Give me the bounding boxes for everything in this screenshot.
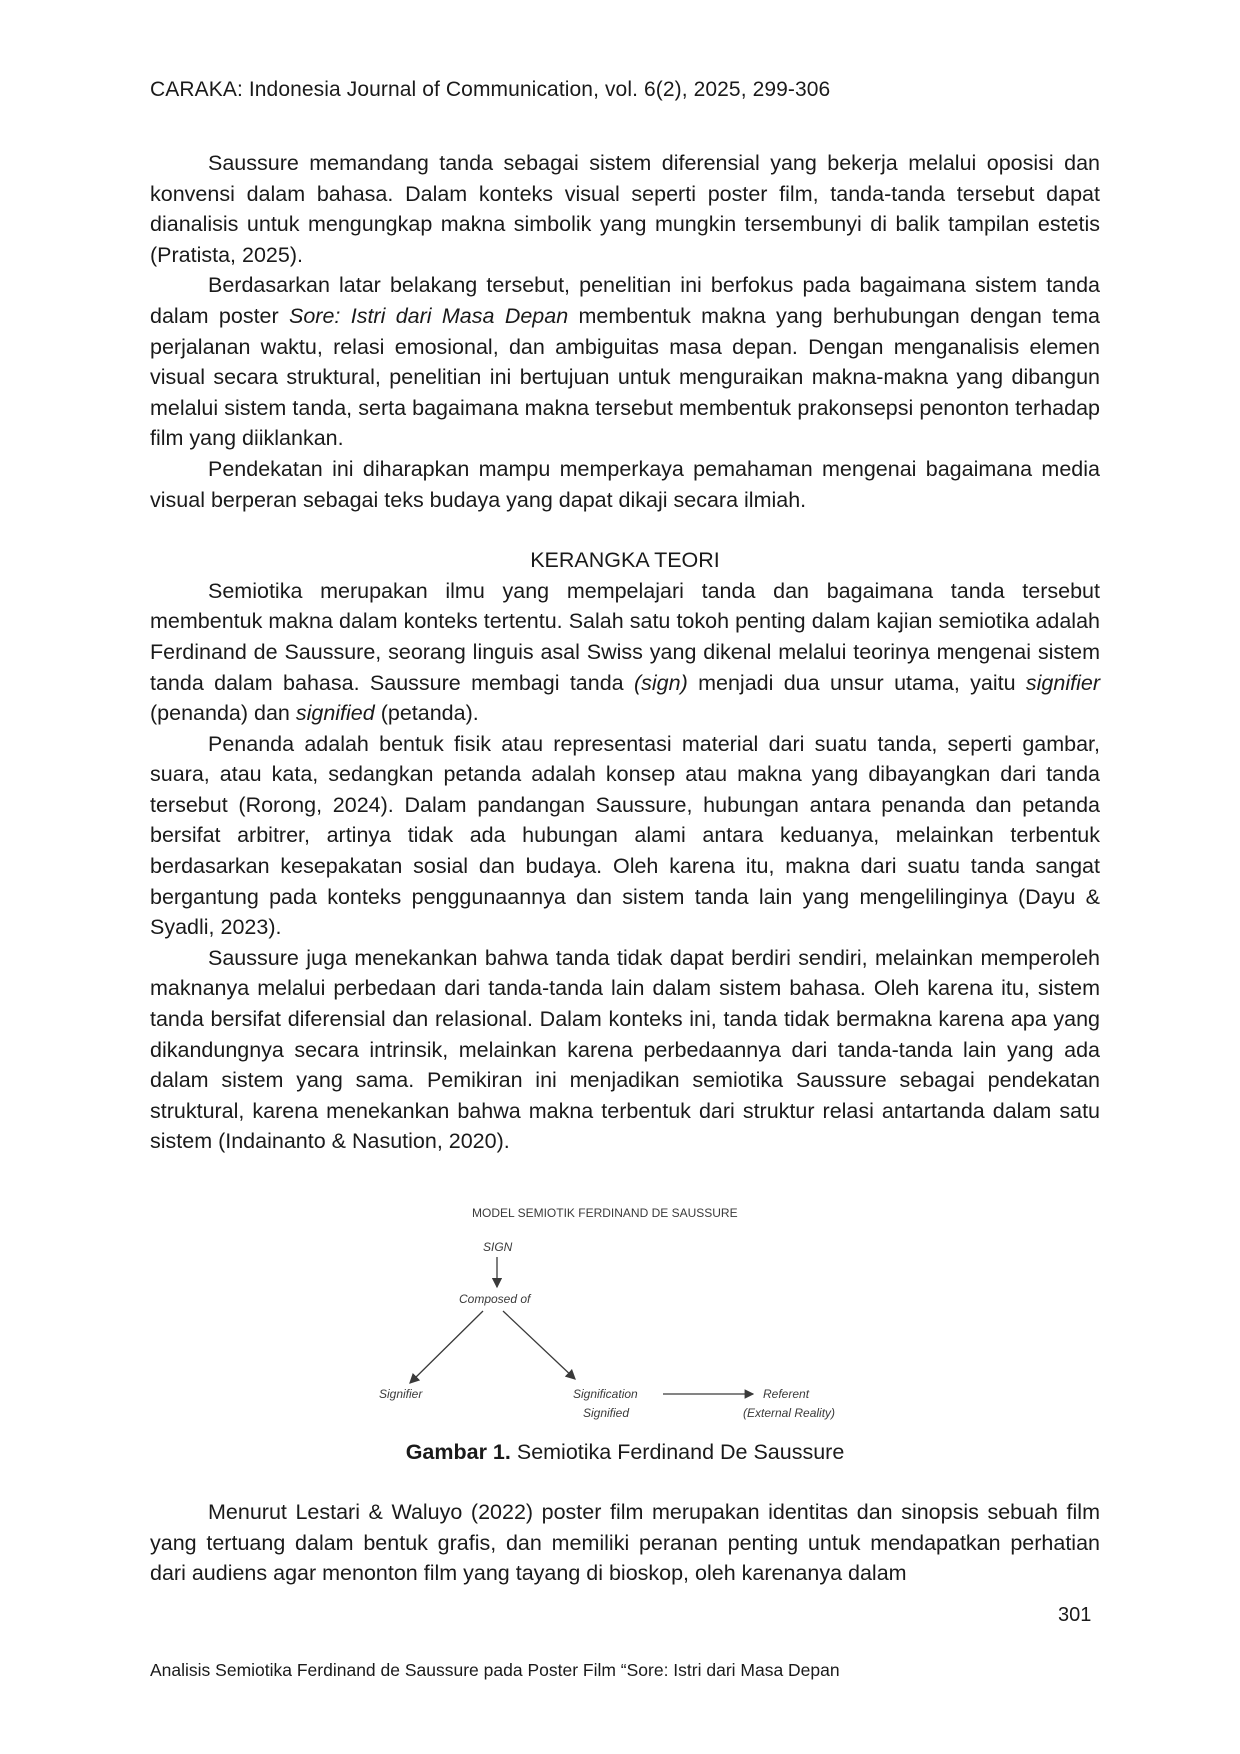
paragraph-4-part-c: (penanda) dan [150,701,296,726]
film-title: Sore: Istri dari Masa Depan [289,303,569,328]
node-signification: Signification [573,1387,638,1401]
paragraph-5: Penanda adalah bentuk fisik atau representasi material dari suatu tanda, seperti gambar, suara, atau kata, sedangkan petanda adalah konsep atau makna yang dibayangkan dari tanda tersebut (Rorong, 2024). Dalam pandangan Saussure, hubungan antara penanda dan petanda bersifat arbitrer, artinya tidak ada hubungan alami antara keduanya, melainkan terbentuk berdasarkan kesepakatan sosial dan budaya. Oleh karena itu, makna dari suatu tanda sangat bergantung pada konteks penggunaannya dan sistem tanda lain yang mengelilinginya (Dayu & Syadli, 2023). [150,731,1100,940]
node-composed-of: Composed of [459,1292,531,1306]
arrow-to-signification [503,1311,575,1379]
paragraph-4-part-b: menjadi dua unsur utama, yaitu [687,670,1026,695]
paragraph-6: Saussure juga menekankan bahwa tanda tidak dapat berdiri sendiri, melainkan memperoleh maknanya melalui perbedaan dari tanda-tanda lain dalam sistem bahasa. Oleh karena itu, sistem tanda bersifat diferensial dan relasional. Dalam konteks ini, tanda tidak bermakna karena apa yang dikandungnya secara intrinsik, melainkan karena perbedaannya dari tanda-tanda lain yang ada dalam sistem yang sama. Pemikiran ini menjadikan semiotika Saussure sebagai pendekatan struktural, karena menekankan bahwa makna terbentuk dari struktur relasi antartanda dalam satu sistem (Indainanto & Nasution, 2020). [150,945,1100,1154]
caption-text: Semiotika Ferdinand De Saussure [510,1440,845,1464]
section-title: KERANGKA TEORI [530,548,720,573]
term-signifier: signifier [1025,670,1100,695]
arrow-to-signifier [410,1311,483,1383]
paragraph-4-part-d: (petanda). [374,701,479,726]
paragraph-2-part-a: Berdasarkan latar belakang tersebut, penelitian ini berfokus pada bagaimana sistem tanda dalam poster [150,273,1100,328]
node-sign: SIGN [483,1240,513,1254]
saussure-diagram [365,1195,885,1425]
paragraph-3: Pendekatan ini diharapkan mampu memperkaya pemahaman mengenai bagaimana media visual berperan sebagai teks budaya yang dapat dikaji secara ilmiah. [150,456,1100,512]
page-number: 301 [1058,1604,1092,1626]
node-signified: Signified [583,1406,630,1420]
paragraph-1: Saussure memandang tanda sebagai sistem diferensial yang bekerja melalui oposisi dan konvensi dalam bahasa. Dalam konteks visual seperti poster film, tanda-tanda tersebut dapat dianalisis untuk mengungkap makna simbolik yang mungkin tersembunyi di balik tampilan estetis (Pratista, 2025). [150,151,1100,267]
term-signified: signified [295,701,375,726]
paragraph-7: Menurut Lestari & Waluyo (2022) poster film merupakan identitas dan sinopsis sebuah film yang tertuang dalam bentuk grafis, dan memiliki peranan penting untuk mendapatkan perhatian dari audiens agar menonton film yang tayang di bioskop, oleh karenanya dalam [150,1500,1100,1586]
saussure-model-figure [365,1195,885,1425]
journal-header: CARAKA: Indonesia Journal of Communication, vol. 6(2), 2025, 299-306 [150,78,831,101]
node-signifier: Signifier [379,1387,423,1401]
paragraph-4 [150,576,1100,729]
paragraph-2 [150,270,1100,454]
body-text-bottom [150,1497,1100,1589]
term-sign: (sign) [633,670,688,695]
paragraph-2-part-b: membentuk makna yang berhubungan dengan tema perjalanan waktu, relasi emosional, dan ambiguitas masa depan. Dengan menganalisis elemen visual secara struktural, penelitian ini bertujuan untuk menguraikan makna-makna yang dibangun melalui sistem tanda, serta bagaimana makna tersebut membentuk prakonsepsi penonton terhadap film yang diiklankan. [150,303,1100,451]
body-text-top [150,148,1100,1157]
caption-label: Gambar 1. [405,1440,511,1464]
figure-caption [150,1440,1100,1465]
running-footer: Analisis Semiotika Ferdinand de Saussure pada Poster Film “Sore: Istri dari Masa Depan [150,1660,840,1680]
node-referent: Referent [763,1387,810,1401]
paragraph-4-part-a: Semiotika merupakan ilmu yang mempelajari tanda dan bagaimana tanda tersebut membentuk makna dalam konteks tertentu. Salah satu tokoh penting dalam kajian semiotika adalah Ferdinand de Saussure, seorang linguis asal Swiss yang dikenal melalui teorinya mengenai sistem tanda dalam bahasa. Saussure membagi tanda [150,578,1100,695]
node-external-reality: (External Reality) [743,1406,836,1420]
diagram-title: MODEL SEMIOTIK FERDINAND DE SAUSSURE [472,1206,738,1220]
